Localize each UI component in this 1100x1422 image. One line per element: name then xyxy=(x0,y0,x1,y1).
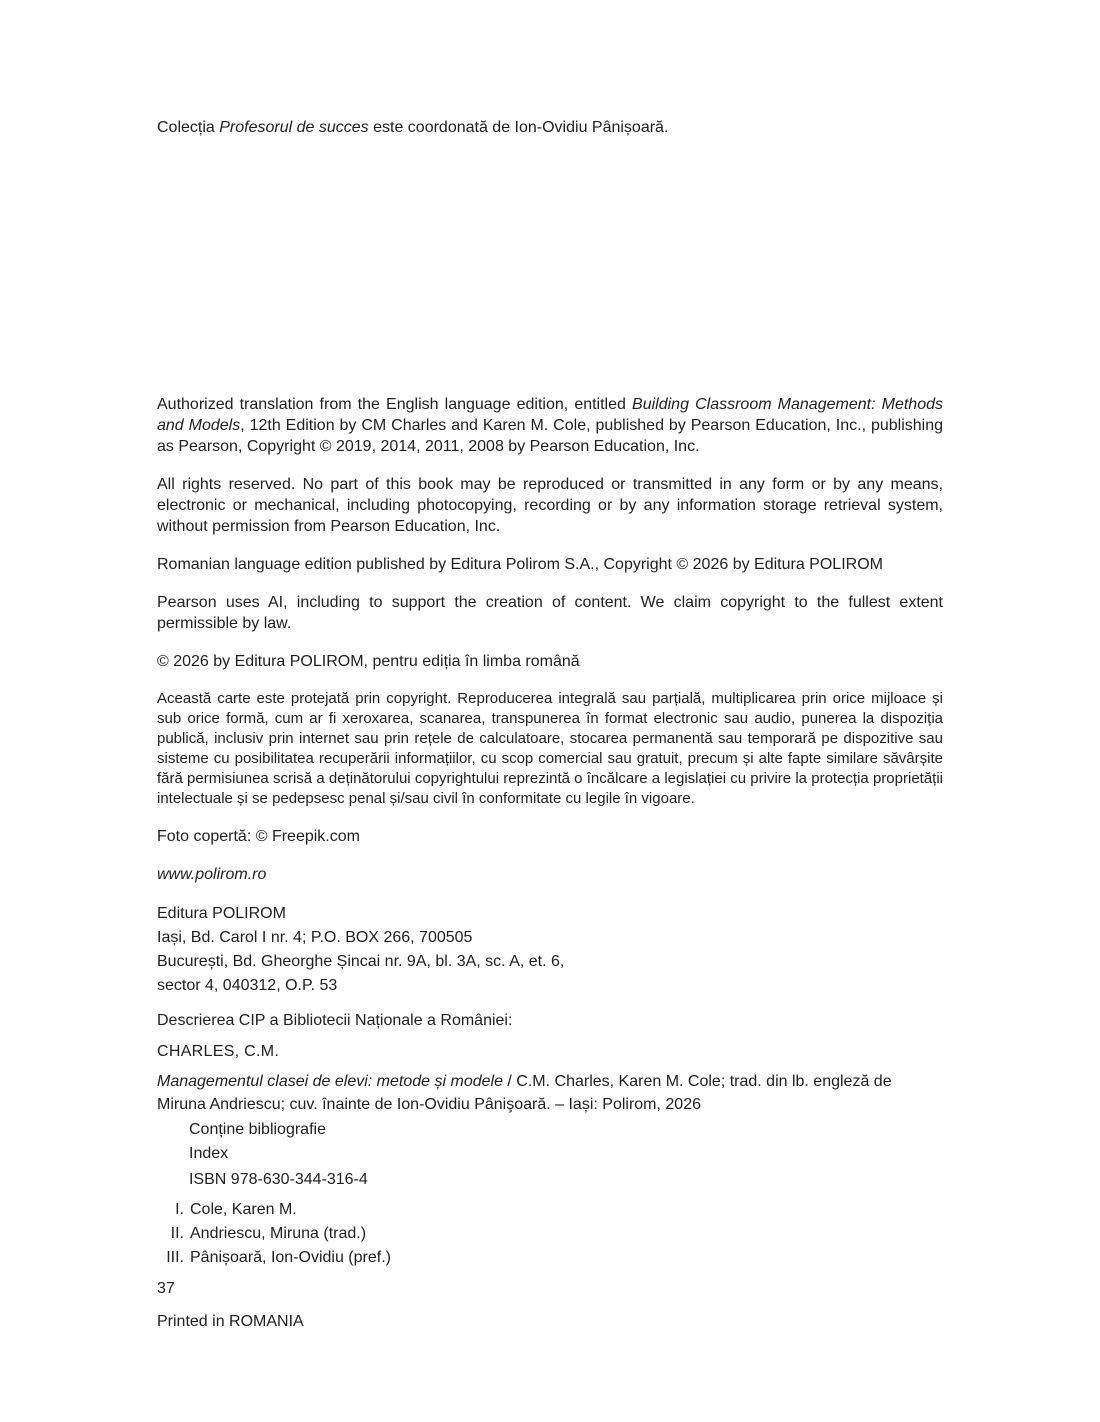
original-title: Building Classroom Management: Methods and Models xyxy=(157,396,944,434)
authorized-translation-prefix: Authorized translation from the English language edition, entitled xyxy=(157,396,633,413)
cip-entry xyxy=(157,1246,943,1270)
cip-record-number: 37 xyxy=(157,1280,175,1297)
cip-entry-text: Cole, Karen M. xyxy=(190,1201,297,1218)
cip-title-rest: / C.M. Charles, Karen M. Cole; trad. din lb. engleză de Miruna Andriescu; cuv. înainte de Ion-Ovidiu Pânişoară. – Iași: Polirom, 2026 xyxy=(157,1073,892,1113)
cip-entry-text: Pânișoară, Ion-Ovidiu (pref.) xyxy=(190,1249,391,1266)
legal-notice-paragraph: Această carte este protejată prin copyright. Reproducerea integrală sau parțială, multiplicarea prin orice mijloace și sub orice formă, cum ar fi xeroxarea, scanarea, transpunerea în format electronic sau audio, punerea la dispoziția publică, inclusiv prin internet sau prin rețele de calculatoare, stocarea permanentă sau temporară pe dispozitive sau sisteme cu posibilitatea recuperării informațiilor, cu scop comercial sau gratuit, precum și alte fapte similare săvârșite fără permisiunea scrisă a deținătorului copyrightului reprezintă o încălcare a legislației cu privire la protecția proprietății intelectuale și se pedepsesc penal și/sau civil în conformitate cu legile în vigoare. xyxy=(157,690,943,807)
authorized-translation-paragraph xyxy=(157,394,943,457)
publisher-name: Editura POLIROM xyxy=(157,905,286,922)
collection-series-title: Profesorul de succes xyxy=(219,119,369,136)
collection-note-suffix: este coordonată de Ion-Ovidiu Pânișoară. xyxy=(368,119,669,136)
cip-entry-numeral: III. xyxy=(166,1249,184,1266)
cip-entries-list xyxy=(157,1198,943,1270)
cip-title-italic: Managementul clasei de elevi: metode și modele xyxy=(157,1073,503,1090)
romanian-edition-line: Romanian language edition published by Editura Polirom S.A., Copyright © 2026 by Editura POLIROM xyxy=(157,556,883,573)
cip-entry-text: Andriescu, Miruna (trad.) xyxy=(190,1225,367,1242)
cip-entry xyxy=(157,1198,943,1222)
cip-entry xyxy=(157,1222,943,1246)
publisher-website: www.polirom.ro xyxy=(157,866,267,883)
cip-contains-note: Conține bibliografie xyxy=(189,1121,326,1138)
cover-photo-credit: Foto copertă: © Freepik.com xyxy=(157,828,360,845)
collection-note xyxy=(157,117,943,138)
cip-heading: Descrierea CIP a Bibliotecii Naționale a României: xyxy=(157,1012,513,1029)
printed-in-line: Printed in ROMANIA xyxy=(157,1313,304,1330)
cip-entry-numeral: II. xyxy=(170,1225,184,1242)
cip-index-note: Index xyxy=(189,1145,229,1162)
cip-author: CHARLES, C.M. xyxy=(157,1043,280,1060)
collection-note-prefix: Colecția xyxy=(157,119,220,136)
authorized-translation-suffix: , 12th Edition by CM Charles and Karen M. Cole, published by Pearson Education, Inc., publishing as Pearson, Copyright © 2019, 2014, 2011, 2008 by Pearson Education, Inc. xyxy=(157,417,944,455)
cip-title-line xyxy=(157,1070,943,1116)
cip-isbn: ISBN 978-630-344-316-4 xyxy=(189,1171,368,1188)
publisher-address-block xyxy=(157,902,943,998)
pearson-ai-paragraph: Pearson uses AI, including to support the creation of content. We claim copyright to the fullest extent permissible by law. xyxy=(157,594,943,632)
cip-entry-numeral: I. xyxy=(175,1201,184,1218)
publisher-address-iasi: Iași, Bd. Carol I nr. 4; P.O. BOX 266, 700505 xyxy=(157,929,473,946)
publisher-address-bucuresti-2: sector 4, 040312, O.P. 53 xyxy=(157,977,338,994)
publisher-address-bucuresti: București, Bd. Gheorghe Șincai nr. 9A, bl. 3A, sc. A, et. 6, xyxy=(157,953,565,970)
rights-reserved-paragraph: All rights reserved. No part of this book may be reproduced or transmitted in any form or by any means, electronic or mechanical, including photocopying, recording or by any information storage retrieval system, without permission from Pearson Education, Inc. xyxy=(157,476,943,535)
polirom-copyright-line: © 2026 by Editura POLIROM, pentru ediția în limba română xyxy=(157,653,580,670)
